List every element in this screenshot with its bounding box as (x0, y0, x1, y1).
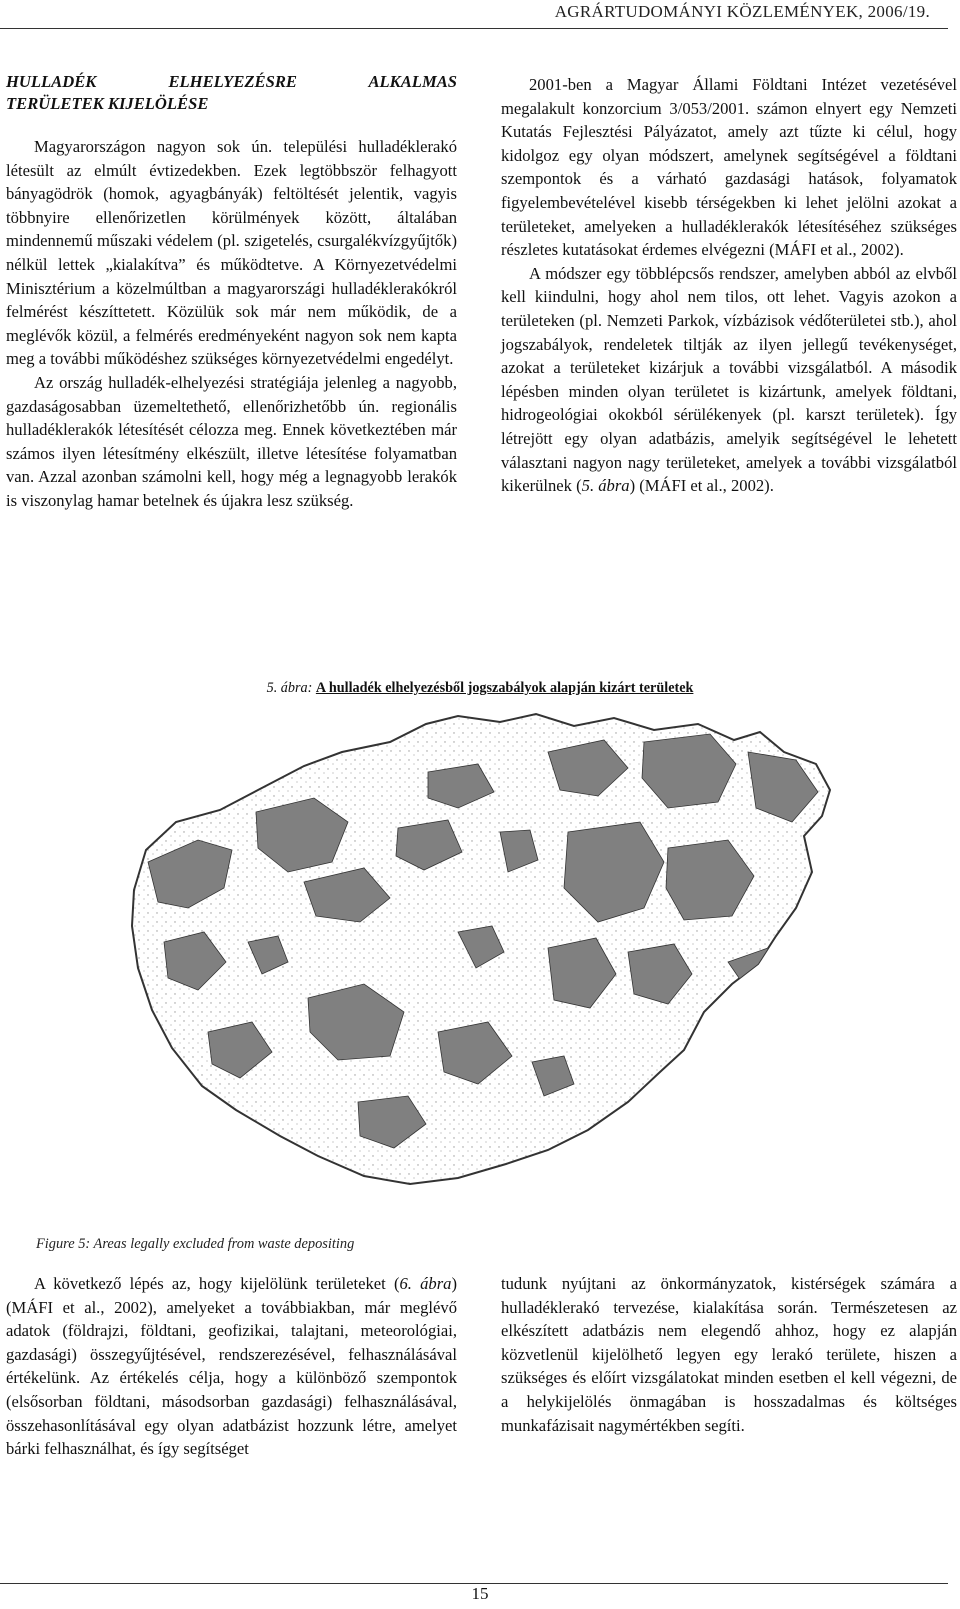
running-header: AGRÁRTUDOMÁNYI KÖZLEMÉNYEK, 2006/19. (554, 2, 930, 21)
figure-caption-english: Figure 5: Areas legally excluded from waste depositing (36, 1236, 355, 1252)
paragraph: 2001-ben a Magyar Állami Földtani Intézet vezetésével megalakult konzorcium 3/053/2001. számon elnyert egy Nemzeti Kutatás Fejlesztési Pályázatot, amely azt tűzte ki célul, hogy kidolgoz egy olyan módszert, amelynek segítségével a földtani szempontok és a várható gazdasági hatások, folyamatok figyelembevételével kisebb térségekben ki lehet jelölni azokat a területeket, amelyeken a hulladéklerakók létesítéséhez szükséges részletes kutatásokat érdemes elvégezni (MÁFI et al., 2002). (501, 75, 957, 260)
paragraph: tudunk nyújtani az önkormányzatok, kistérségek számára a hulladéklerakó tervezése, kialakítása során. Természetesen az elkészített adatbázis nem elegendő ahhoz, hogy ez alapján közvetlenül kijelölhető legyen egy lerakó területe, hiszen a szükséges és előírt vizsgálatokat minden esetben el kell végezni, de a helykijelölés önmagában is hosszadalmas és költséges munkafázisait nagymértékben segíti. (501, 1274, 957, 1435)
figure-caption-hungarian (0, 680, 960, 697)
page-number: 15 (471, 1584, 489, 1603)
paragraph-text: ) (MÁFI et al., 2002). (629, 476, 774, 496)
paragraph-text: A módszer egy többlépcsős rendszer, amelyben abból az elvből kell kiindulni, hogy ahol nem tilos, ott lehet. Vagyis azokon a területeken (pl. Nemzeti Parkok, vízbázisok védőterületei stb.), ahol jogszabályok, rendeletek tiltják az ilyen jellegű tevékenységet, azokat a területeket kizárjuk a további vizsgálatból. A második lépésben minden olyan területet is kizártunk, amelyek földtani, hidrogeológiai okokból sérülékenyek (pl. karszt területek). Így létrejött egy olyan adatbázis, amelyik segítségével le lehetett választani nagyon nagy területeket, amelyek a további vizsgálatból kikerülnek ( (501, 263, 957, 496)
paragraph (6, 1272, 457, 1461)
figure-reference: 6. ábra (399, 1274, 452, 1293)
figure-title: A hulladék elhelyezésből jogszabályok alapján kizárt területek (315, 680, 694, 696)
paragraph: Magyarországon nagyon sok ún. települési hulladéklerakó létesült az elmúlt évtizedekben. Ezek legtöbbször felhagyott bányagödrök (homok, agyagbányák) feltöltését jelentik, vagyis többnyire ellenőrizetlen körülmények között, általában mindennemű műszaki védelem (pl. szigetelés, csurgalékvízgyűjtők) nélkül lettek „kialakítva” és működtetve. A Környezetvédelmi Minisztérium a közelmúltban a magyarországi hulladéklerakókról felmérést készíttetett. Közülük sok már nem működik, de a meglévők közül, a felmérés eredményeként nagyon sok nem kapta meg a további működéshez szükséges környezetvédelmi engedélyt. (6, 137, 457, 369)
left-column-bottom (6, 1272, 457, 1461)
figure-number: 5. ábra: (266, 680, 313, 696)
right-column-top (501, 73, 957, 498)
paragraph-text: A következő lépés az, hogy kijelölünk területeket ( (34, 1274, 400, 1293)
paragraph: Az ország hulladék-elhelyezési stratégiája jelenleg a nagyobb, gazdaságosabban üzemeltethető, ellenőrizhetőbb ún. regionális hulladéklerakók létesítését célozza meg. Ennek következtében már számos ilyen létesítmény elkészült, illetve létesítése folyamatban van. Azzal azonban számolni kell, hogy még a legnagyobb lerakók is viszonylag hamar betelnek és újakra lesz szükség. (6, 372, 457, 510)
right-column-bottom (501, 1272, 957, 1437)
section-title (6, 71, 457, 115)
section-title-line-1: HULLADÉK ELHELYEZÉSRE ALKALMAS (6, 72, 457, 91)
paragraph-text: ) (MÁFI et al., 2002), amelyeket a továbbiakban, már meglévő adatok (földrajzi, földtani, geofizikai, talajtani, meteorológiai, gazdasági) összegyűjtésével, rendszerezésével, felhasználásával értékelünk. Az értékelés célja, hogy a különböző szempontok (elsősorban földtani, másodsorban gazdasági) felhasználásával, összehasonlításával egy olyan adatbázist hozzunk létre, amelyet bárki felhasználhat, és így segítséget (6, 1274, 458, 1459)
section-title-line-2: TERÜLETEK KIJELÖLÉSE (6, 94, 209, 113)
paragraph (501, 262, 957, 498)
left-column-top (6, 71, 457, 513)
figure-reference: 5. ábra (581, 476, 630, 496)
hungary-excluded-areas-map (128, 712, 836, 1192)
header-rule (0, 28, 948, 29)
